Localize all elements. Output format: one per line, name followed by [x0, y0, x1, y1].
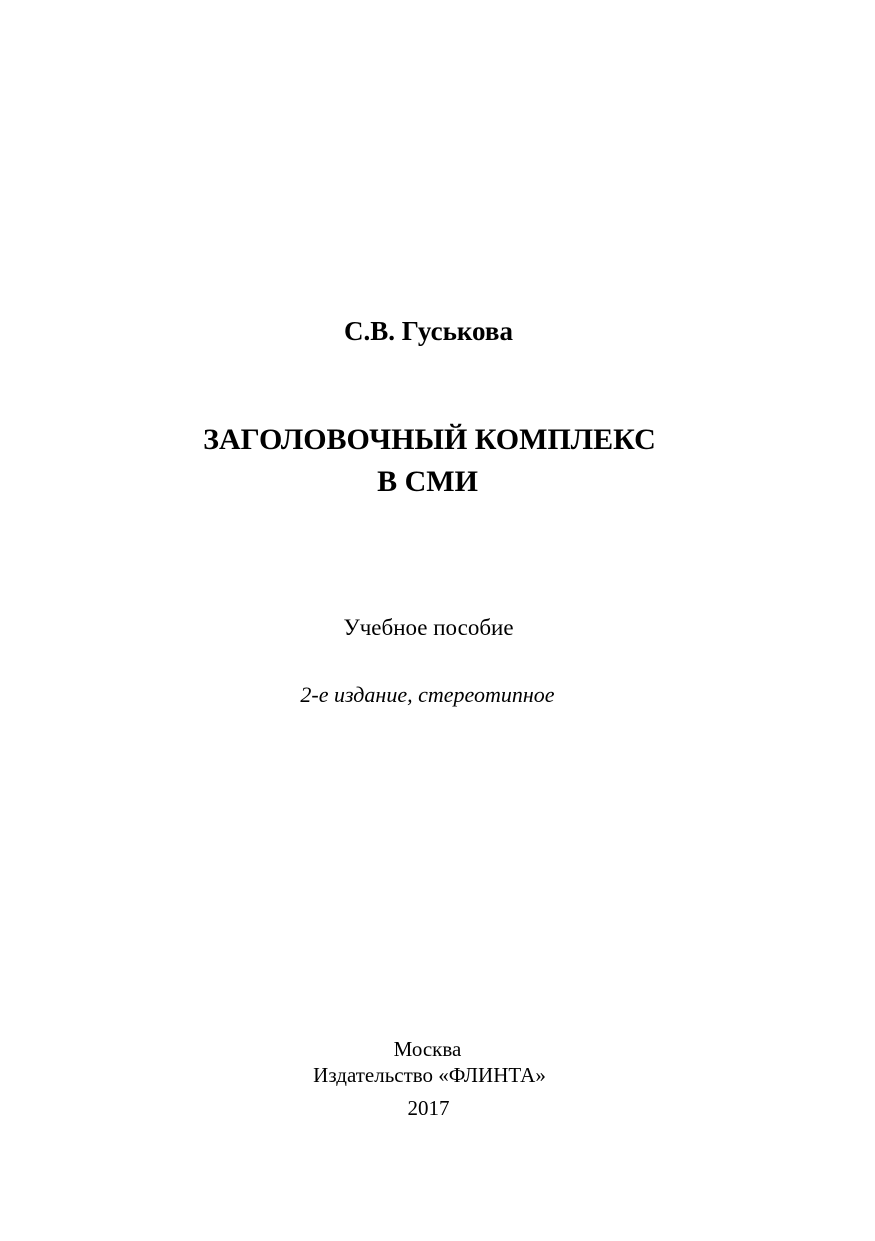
book-subtitle: Учебное пособие [343, 615, 514, 640]
imprint-year: 2017 [407, 1096, 450, 1120]
author-name: С.В. Гуськова [344, 316, 513, 346]
edition-note: 2-е издание, стереотипное [300, 682, 555, 707]
imprint-city: Москва [393, 1037, 462, 1061]
book-title-line-1: ЗАГОЛОВОЧНЫЙ КОМПЛЕКС [203, 423, 656, 456]
book-title-line-2: В СМИ [377, 465, 478, 498]
imprint-publisher: Издательство «ФЛИНТА» [313, 1063, 546, 1087]
